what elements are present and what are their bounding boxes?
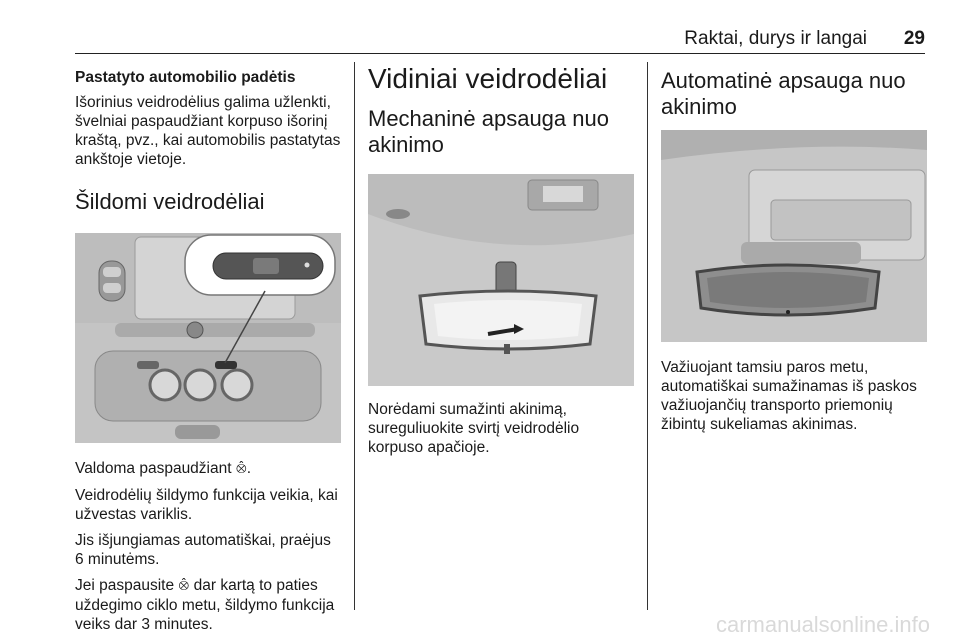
heading-parking: Pastatyto automobilio padėtis (75, 69, 296, 86)
figure-heated-mirror-button (75, 233, 341, 443)
column-1 (75, 62, 341, 641)
rear-window-heater-icon: ⨶ (235, 461, 247, 477)
paragraph-parking: Išorinius veidrodėlius galima užlenkti, švelniai paspaudžiant korpuso išorinį kraštą, pvz., kai automobilis pastatytas ankštoje vietoje. (75, 94, 341, 168)
column-divider (647, 62, 648, 610)
paragraph-works: Veidrodėlių šildymo funkcija veikia, kai užvestas variklis. (75, 487, 338, 523)
footer-watermark: carmanualsonline.info (715, 612, 930, 637)
paragraph-auto: Važiuojant tamsiu paros metu, automatiškai sumažinamas iš paskos važiuojančių transporto priemonių žibintų sukeliamas akinimas. (661, 359, 917, 433)
paragraph-again (75, 576, 341, 634)
again-text-end: dar kartą to paties uždegimo ciklo metu, šildymo funkcija veiks dar 3 minutes. (75, 577, 335, 633)
heading-interior-mirrors: Vidiniai veidrodėliai (368, 63, 608, 94)
heading-heated-mirrors: Šildomi veidrodėliai (75, 189, 265, 214)
page-header (75, 28, 925, 52)
control-text: Valdoma paspaudžiant (75, 460, 232, 477)
heading-auto-antiglare: Automatinė apsauga nuo akinimo (661, 68, 906, 119)
control-text-end: . (246, 460, 252, 477)
paragraph-manual: Norėdami sumažinti akinimą, sureguliuokite svirtį veidrodėlio korpuso apačioje. (368, 401, 580, 456)
rear-window-heater-icon: ⨶ (178, 578, 190, 594)
figure-auto-mirror (661, 130, 927, 342)
page-number: 29 (903, 28, 925, 49)
paragraph-auto-off: Jis išjungiamas automatiškai, praėjus 6 minutėms. (75, 532, 331, 568)
column-divider (354, 62, 355, 610)
header-rule (75, 53, 925, 54)
column-3 (661, 62, 927, 441)
again-text-start: Jei paspausite (75, 577, 175, 594)
paragraph-control (75, 459, 341, 479)
column-2 (368, 62, 633, 464)
header-title: Raktai, durys ir langai (684, 28, 867, 49)
heading-manual-antiglare: Mechaninė apsauga nuo akinimo (368, 106, 609, 157)
figure-manual-mirror (368, 174, 634, 386)
